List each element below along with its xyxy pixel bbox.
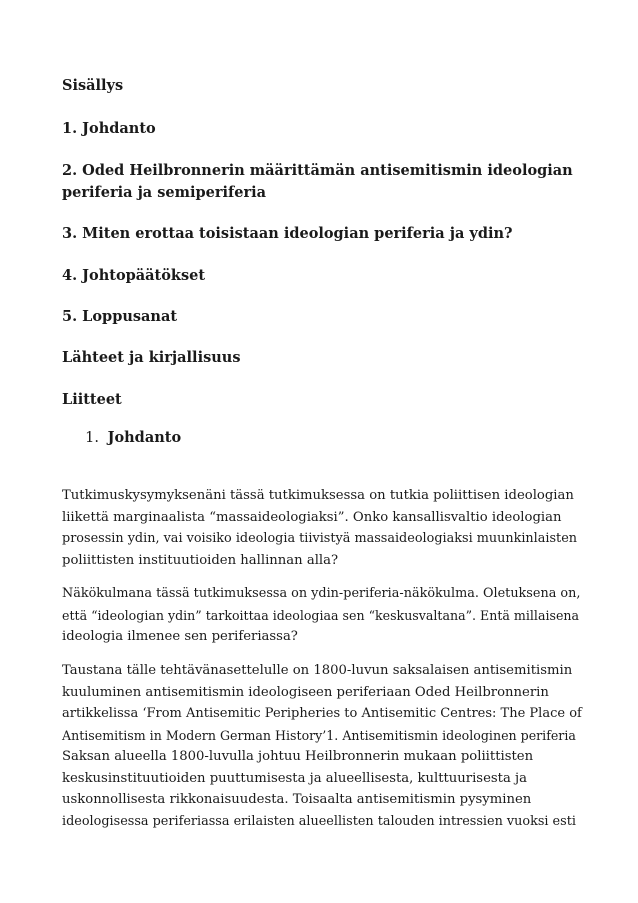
toc-item-lahteet: Lähteet ja kirjallisuus: [62, 349, 241, 366]
toc-item-loppusanat: 5. Loppusanat: [62, 308, 178, 325]
paragraph-line: liikettä marginaalista “massaideologiaksi”. Onko kansallisvaltio ideologian: [62, 509, 562, 525]
toc-item-johdanto: 1. Johdanto: [62, 120, 156, 137]
toc-item-liitteet: Liitteet: [62, 391, 122, 408]
paragraph-line: artikkelissa ‘From Antisemitic Peripheries to Antisemitic Centres: The Place of: [62, 706, 582, 721]
paragraph-line: ideologisessa periferiassa erilaisten alueellisten talouden intressien vuoksi esti: [62, 813, 576, 829]
toc-item-periferia-line1: 2. Oded Heilbronnerin määrittämän antisemitismin ideologian: [62, 162, 573, 179]
paragraph-line: uskonnollisesta rikkonaisuudesta. Toisaalta antisemitismin pysyminen: [62, 792, 532, 807]
paragraph-line: Taustana tälle tehtävänasettelulle on 1800-luvun saksalaisen antisemitismin: [62, 663, 573, 678]
paragraph-line: Tutkimuskysymyksenäni tässä tutkimuksessa on tutkia poliittisen ideologian: [62, 488, 574, 503]
paragraph-background: [62, 660, 582, 832]
toc-title: Sisällys: [62, 77, 124, 94]
paragraph-line: poliittisten instituutioiden hallinnan alla?: [62, 552, 339, 568]
paragraph-line: Saksan alueella 1800-luvulla johtuu Heilbronnerin mukaan poliittisten: [62, 749, 534, 764]
section-number: 1.: [85, 430, 99, 446]
paragraph-perspective: [62, 583, 582, 648]
paragraph-line: ideologia ilmenee sen periferiassa?: [62, 629, 298, 644]
paragraph-line: keskusinstituutioiden puuttumisesta ja alueellisesta, kulttuurisesta ja: [62, 770, 527, 786]
toc-item-erottaa: 3. Miten erottaa toisistaan ideologian periferia ja ydin?: [62, 225, 513, 242]
paragraph-line: että “ideologian ydin” tarkoittaa ideologiaa sen “keskusvaltana”. Entä millaisena: [62, 607, 580, 623]
paragraph-line: Näkökulmana tässä tutkimuksessa on ydin-periferia-näkökulma. Oletuksena on,: [62, 586, 581, 601]
paragraph-research-question: [62, 485, 582, 571]
paragraph-line: Antisemitism in Modern German History’1. Antisemitismin ideologinen periferia: [62, 727, 576, 743]
toc-item-periferia: [62, 160, 573, 204]
section-title: Johdanto: [107, 429, 182, 446]
paragraph-line: kuuluminen antisemitismin ideologiseen periferiaan Oded Heilbronnerin: [62, 684, 549, 700]
toc-item-periferia-line2: periferia ja semiperiferia: [62, 184, 267, 201]
paragraph-line: prosessin ydin, vai voisiko ideologia tiivistyä massaideologiaksi muunkinlaisten: [62, 531, 578, 546]
toc-item-johtopaatokset: 4. Johtopäätökset: [62, 267, 206, 284]
section-heading-johdanto: [62, 427, 181, 449]
